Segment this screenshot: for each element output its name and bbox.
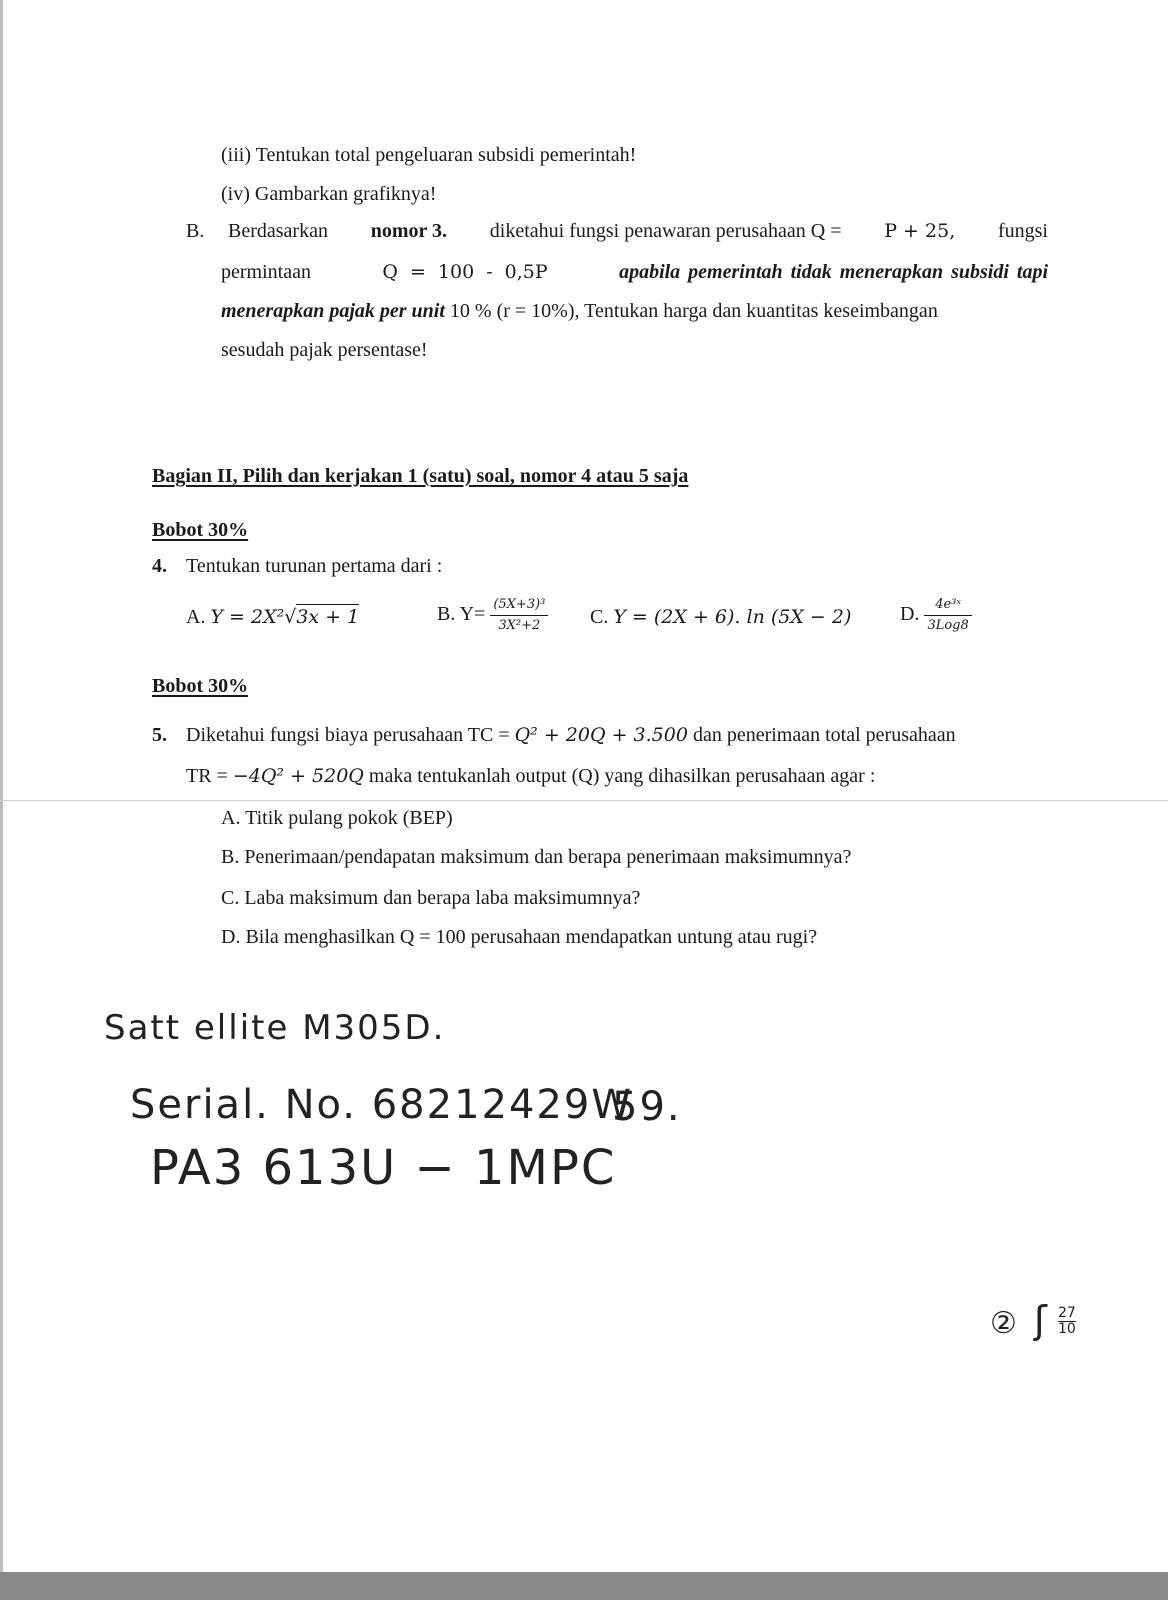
q4-option-a [186, 605, 359, 629]
q4-a-formula: Y = 2X² [210, 606, 285, 628]
handwriting-corner-stroke: ʃ [1034, 1298, 1047, 1342]
handwriting-line2: Serial. No. 68212429W [130, 1082, 633, 1128]
q5-option-d: D. Bila menghasilkan Q = 100 perusahaan mendapatkan untung atau rugi? [221, 926, 818, 948]
handwriting-corner-mark: ② [990, 1306, 1017, 1341]
q5-option-a: A. Titik pulang pokok (BEP) [221, 807, 453, 829]
scan-left-edge [0, 0, 3, 1572]
q4-text: Tentukan turunan pertama dari : [186, 555, 443, 577]
handwriting-corner-num: 27 [1058, 1305, 1076, 1321]
q4-a-label: A. [186, 606, 206, 628]
q5-option-c: C. Laba maksimum dan berapa laba maksimumnya? [221, 887, 641, 909]
q4-a-radicand: 3x + 1 [296, 606, 360, 628]
question-b-line3 [221, 299, 938, 323]
q4-d-numerator: 4e³ˣ [924, 597, 971, 616]
question-b-line4: sesudah pajak persentase! [221, 339, 428, 361]
q4-d-fraction [924, 597, 971, 634]
handwriting-line3: PA3 613U − 1MPC [150, 1140, 617, 1196]
scan-bottom-edge [0, 1572, 1168, 1600]
q4-b-fraction [490, 597, 548, 634]
q5-line2-formula: −4Q² + 520Q [232, 765, 364, 787]
handwriting-corner-den: 10 [1058, 1321, 1076, 1337]
q-b-line1-post: diketahui fungsi penawaran perusahaan Q = [489, 220, 842, 242]
item-iii: (iii) Tentukan total pengeluaran subsidi pemerintah! [221, 144, 637, 166]
question-b-line1 [228, 219, 1048, 243]
q4-b-label: B. Y= [437, 603, 486, 625]
q4-weight: Bobot 30% [152, 519, 249, 541]
q5-line1 [186, 723, 956, 747]
q-b-line1-formula: P + 25, [884, 220, 956, 242]
q4-c-label: C. [590, 606, 609, 628]
handwriting-line1: Satt ellite M305D. [104, 1008, 446, 1048]
q-b-line3-bolditalic: menerapkan pajak per unit [221, 300, 445, 322]
handwriting-corner-fraction [1058, 1306, 1076, 1337]
q4-number: 4. [152, 555, 167, 577]
q4-b-denominator: 3X²+2 [498, 617, 541, 633]
q4-option-d [900, 594, 972, 634]
q4-d-label: D. [900, 603, 920, 625]
bagian-ii-heading: Bagian II, Pilih dan kerjakan 1 (satu) soal, nomor 4 atau 5 saja [152, 465, 689, 487]
q-b-line3-post: 10 % (r = 10%), Tentukan harga dan kuantitas keseimbangan [449, 300, 938, 322]
q4-a-sqrt-sign: √ [284, 606, 297, 628]
q4-d-denominator: 3Log8 [927, 617, 969, 633]
handwriting-line2-suffix: 59. [612, 1084, 682, 1130]
q4-b-numerator: (5X+3)³ [490, 597, 548, 616]
q-b-line1-end: fungsi [997, 220, 1048, 242]
question-b-line2 [221, 260, 1048, 284]
q5-line2 [186, 764, 875, 788]
question-b-label: B. [186, 220, 205, 242]
q4-option-c [590, 605, 851, 629]
q5-line2-pre: TR = [186, 765, 228, 787]
q5-option-b: B. Penerimaan/pendapatan maksimum dan berapa penerimaan maksimumnya? [221, 846, 852, 868]
q-b-line2-formula: Q = 100 - 0,5P [382, 261, 548, 283]
q-b-line1-pre: Berdasarkan [228, 220, 328, 242]
q4-c-formula: Y = (2X + 6). ln (5X − 2) [613, 606, 852, 628]
item-iv: (iv) Gambarkan grafiknya! [221, 183, 437, 205]
q-b-line1-bold: nomor 3. [370, 220, 448, 242]
q5-number: 5. [152, 724, 167, 746]
q5-line1-pre: Diketahui fungsi biaya perusahaan TC = [186, 724, 510, 746]
q5-line1-post: dan penerimaan total perusahaan [692, 724, 956, 746]
q5-line2-post: maka tentukanlah output (Q) yang dihasilkan perusahaan agar : [368, 765, 876, 787]
q4-option-b [437, 594, 548, 634]
q-b-line2-bolditalic: apabila pemerintah tidak menerapkan subsidi tapi [619, 261, 1048, 283]
q5-line1-formula: Q² + 20Q + 3.500 [514, 724, 688, 746]
scan-artifact-line [0, 800, 1168, 801]
q-b-line2-pre: permintaan [221, 261, 311, 283]
q5-weight: Bobot 30% [152, 675, 249, 697]
